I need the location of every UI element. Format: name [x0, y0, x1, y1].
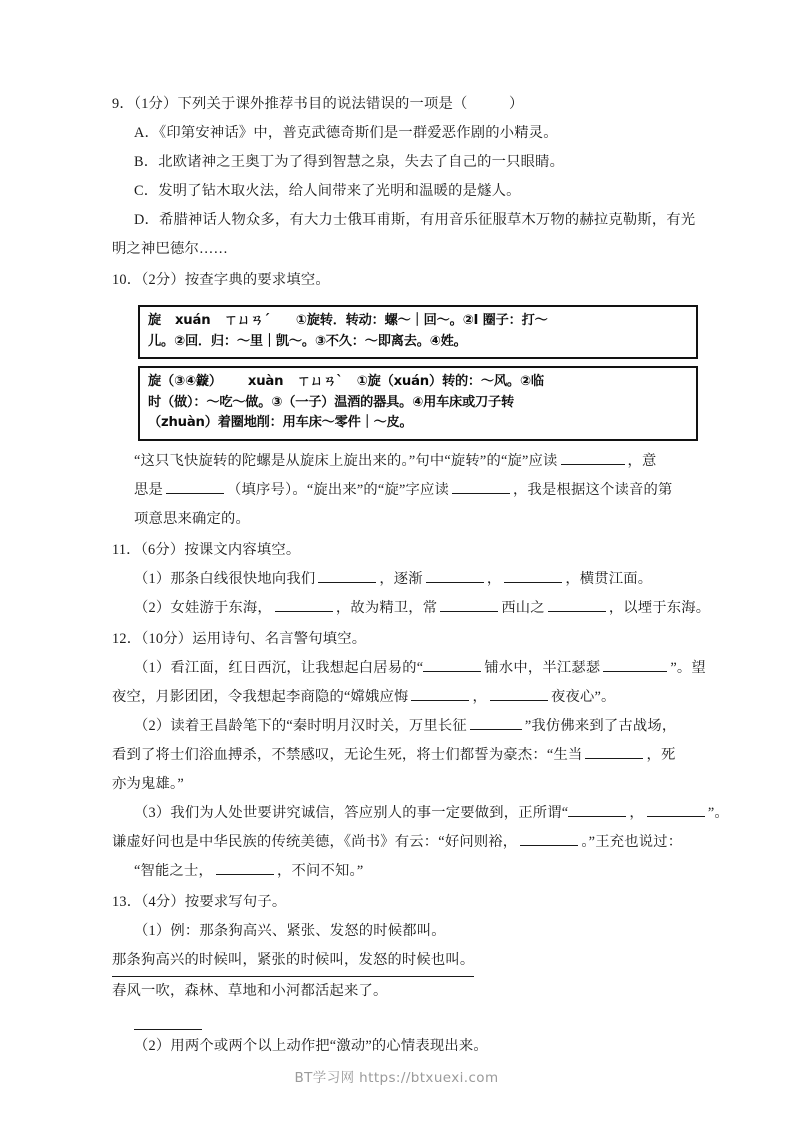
- exam-content: [112, 88, 729, 1061]
- question-9-option-d: D．希腊神话人物众多，有大力士俄耳甫斯，有用音乐征服草木万物的赫拉克勒斯，有光: [134, 212, 696, 228]
- question-11-blank-6[interactable]: [548, 596, 606, 612]
- q12-3-text-f: “智能之士，: [134, 862, 214, 879]
- question-9-stem-text: 9．（1分）下列关于课外推荐书目的说法错误的一项是（: [112, 96, 468, 112]
- q11-1-text-b: ，逐渐: [379, 570, 423, 587]
- question-9-stem: [112, 90, 702, 119]
- q12-3-text-c: ”。: [707, 804, 729, 821]
- q12-1-text-e: ，: [472, 688, 487, 705]
- question-10-body-text2: ，意: [627, 452, 657, 469]
- question-13-sample-answer: 那条狗高兴的时候叫，紧张的时候叫，发怒的时候也叫。: [112, 946, 474, 977]
- question-9-option-a: A．《印第安神话》中，普克武德奇斯们是一群爱恶作剧的小精灵。: [134, 125, 558, 141]
- question-12-blank-2[interactable]: [603, 656, 667, 672]
- q11-1-text-c: ，: [486, 570, 502, 587]
- question-9-option-d-cont: 明之神巴德尔……: [112, 241, 228, 257]
- question-10-blank-2[interactable]: [166, 478, 224, 494]
- question-12-blank-3[interactable]: [411, 685, 469, 701]
- dictionary-entry-xuan4-line1: [148, 372, 688, 393]
- dict-zhuyin-xuan4: ㄒㄩㄢˋ: [297, 374, 343, 389]
- q12-3-text-g: ，不问不知。”: [277, 862, 364, 879]
- question-11-blank-2[interactable]: [426, 567, 484, 583]
- dictionary-entry-xuan2-line1: [148, 311, 688, 332]
- dictionary-entry-xuan4-line2: 时（做）：～吃～做。③（一子）温酒的器具。④用车床或刀子转: [148, 394, 514, 410]
- question-10-body-line2: [112, 476, 702, 505]
- question-9-option-c: C．发明了钻木取火法，给人间带来了光明和温暖的是燧人。: [134, 183, 521, 199]
- q12-2-text-d: ，死: [646, 746, 676, 763]
- question-12-blank-6[interactable]: [585, 743, 643, 759]
- q12-1-text-b: 铺水中，半江瑟瑟: [484, 659, 601, 676]
- question-12-item-3-line1: [112, 799, 729, 828]
- dict-senses-xuan2-a: ①旋转．转动：螺～｜回～。②Ⅰ 圈子：打～: [295, 313, 548, 328]
- dictionary-figure: [138, 305, 698, 441]
- q11-2-text-d: ，以堙于东海。: [608, 599, 711, 616]
- dict-zhuyin-xuan2: ㄒㄩㄢˊ: [224, 313, 270, 328]
- q12-2-text-c: 看到了将士们浴血搏杀，不禁感叹，无论生死，将士们都誓为豪杰：“生当: [112, 746, 583, 763]
- dictionary-entry-xuan4: [138, 366, 698, 441]
- question-10-blank-1[interactable]: [561, 449, 625, 465]
- question-12-stem: 12．（10分）运用诗句、名言警句填空。: [112, 630, 367, 647]
- question-13-item-1-answer-row: [112, 946, 702, 977]
- question-12-item-2-line2: [112, 741, 702, 770]
- dict-headword-xuan2: 旋: [148, 313, 161, 328]
- question-12-item-2-line3: 亦为鬼雄。”: [112, 775, 184, 792]
- question-13-stem: 13．（4分）按要求写句子。: [112, 893, 287, 910]
- question-12-blank-10[interactable]: [216, 859, 274, 875]
- question-12-blank-9[interactable]: [520, 830, 578, 846]
- question-12-blank-1[interactable]: [423, 656, 481, 672]
- q12-2-text-b: ”我仿佛来到了古战场，: [524, 717, 677, 734]
- q12-1-text-c: ”。望: [670, 659, 706, 676]
- question-11-item-1: [112, 565, 702, 594]
- dictionary-entry-xuan4-line3: （zhuàn）着圈地削：用车床～零件｜～皮。: [148, 415, 413, 430]
- dict-senses-xuan4-a: ①旋（xuán）转的：～风。②临: [356, 374, 544, 389]
- question-12-item-2-line1: [112, 712, 702, 741]
- question-11-blank-3[interactable]: [504, 567, 562, 583]
- question-13-item-2: （2）用两个或两个以上动作把“激动”的心情表现出来。: [134, 1037, 488, 1054]
- question-12-item-1-line2: [112, 683, 702, 712]
- q12-2-text-a: （2）读着王昌龄笔下的“秦时明月汉时关，万里长征: [134, 717, 467, 734]
- question-10-stem: 10．（2分）按查字典的要求填空。: [112, 272, 330, 288]
- question-12-item-1-line1: [112, 654, 706, 683]
- question-12-item-3-line2: [112, 828, 702, 857]
- question-10-body-text4: （填序号）。“旋出来”的“旋”字应读: [227, 481, 449, 498]
- question-11-blank-1[interactable]: [318, 567, 376, 583]
- question-10-body-text5: ，我是根据这个读音的第: [513, 481, 673, 498]
- question-10-body-text1: “这只飞快旋转的陀螺是从旋床上旋出来的。”句中“旋转”的“旋”应读: [134, 452, 558, 469]
- question-11-item-2: [112, 594, 711, 623]
- question-13-item-1-example: （1）例：那条狗高兴、紧张、发怒的时候都叫。: [134, 922, 446, 939]
- question-11-blank-5[interactable]: [440, 596, 498, 612]
- question-11-blank-4[interactable]: [275, 596, 333, 612]
- question-12-item-3-line3: [112, 857, 702, 886]
- q12-1-text-f: 夜夜心”。: [550, 688, 616, 705]
- dictionary-entry-xuan2-line2: 儿。②回．归：～里｜凯～。③不久：～即离去。④姓。: [148, 333, 467, 349]
- q11-1-text-a: （1）那条白线很快地向我们: [134, 570, 316, 587]
- q11-1-text-d: ，横贯江面。: [565, 570, 653, 587]
- question-10-blank-3[interactable]: [452, 478, 510, 494]
- q12-3-text-a: （3）我们为人处世要讲究诚信，答应别人的事一定要做到，正所谓“: [134, 804, 569, 821]
- question-9-stem-close: ）: [509, 96, 524, 112]
- dict-headword-xuan4: 旋（③④鏇）: [148, 374, 222, 389]
- question-12-blank-7[interactable]: [568, 801, 626, 817]
- question-12-blank-4[interactable]: [490, 685, 548, 701]
- q12-1-text-d: 夜空，月影团团，令我想起李商隐的“嫦娥应悔: [112, 688, 409, 705]
- question-9-option-b: B．北欧诸神之王奥丁为了得到智慧之泉，失去了自己的一只眼睛。: [134, 154, 565, 170]
- question-10-body-text3: 思是: [134, 481, 163, 498]
- q11-2-text-a: （2）女娃游于东海，: [134, 599, 272, 616]
- q11-2-text-c: 西山之: [501, 599, 545, 616]
- question-12-blank-5[interactable]: [470, 714, 522, 730]
- question-11-stem: 11．（6分）按课文内容填空。: [112, 541, 301, 558]
- question-13-item-1-prompt: 春风一吹，森林、草地和小河都活起来了。: [112, 982, 388, 999]
- question-12-blank-8[interactable]: [647, 801, 705, 817]
- dict-pinyin-xuan2: xuán: [175, 313, 211, 328]
- q11-2-text-b: ，故为精卫，常: [335, 599, 438, 616]
- question-10-body-line3: 项意思来确定的。: [134, 510, 250, 527]
- question-10-body-line1: [112, 447, 702, 476]
- footer-watermark: BT学习网 https://btxuexi.com: [294, 1070, 499, 1086]
- q12-3-text-d: 谦虚好问也是中华民族的传统美德，《尚书》有云：“好问则裕，: [112, 833, 518, 850]
- q12-3-text-e: 。”王充也说过：: [581, 833, 683, 850]
- q12-3-text-b: ，: [629, 804, 644, 821]
- q12-1-text-a: （1）看江面，红日西沉，让我想起白居易的“: [134, 659, 424, 676]
- dict-pinyin-xuan4: xuàn: [247, 374, 284, 389]
- dictionary-entry-xuan2: [138, 305, 698, 359]
